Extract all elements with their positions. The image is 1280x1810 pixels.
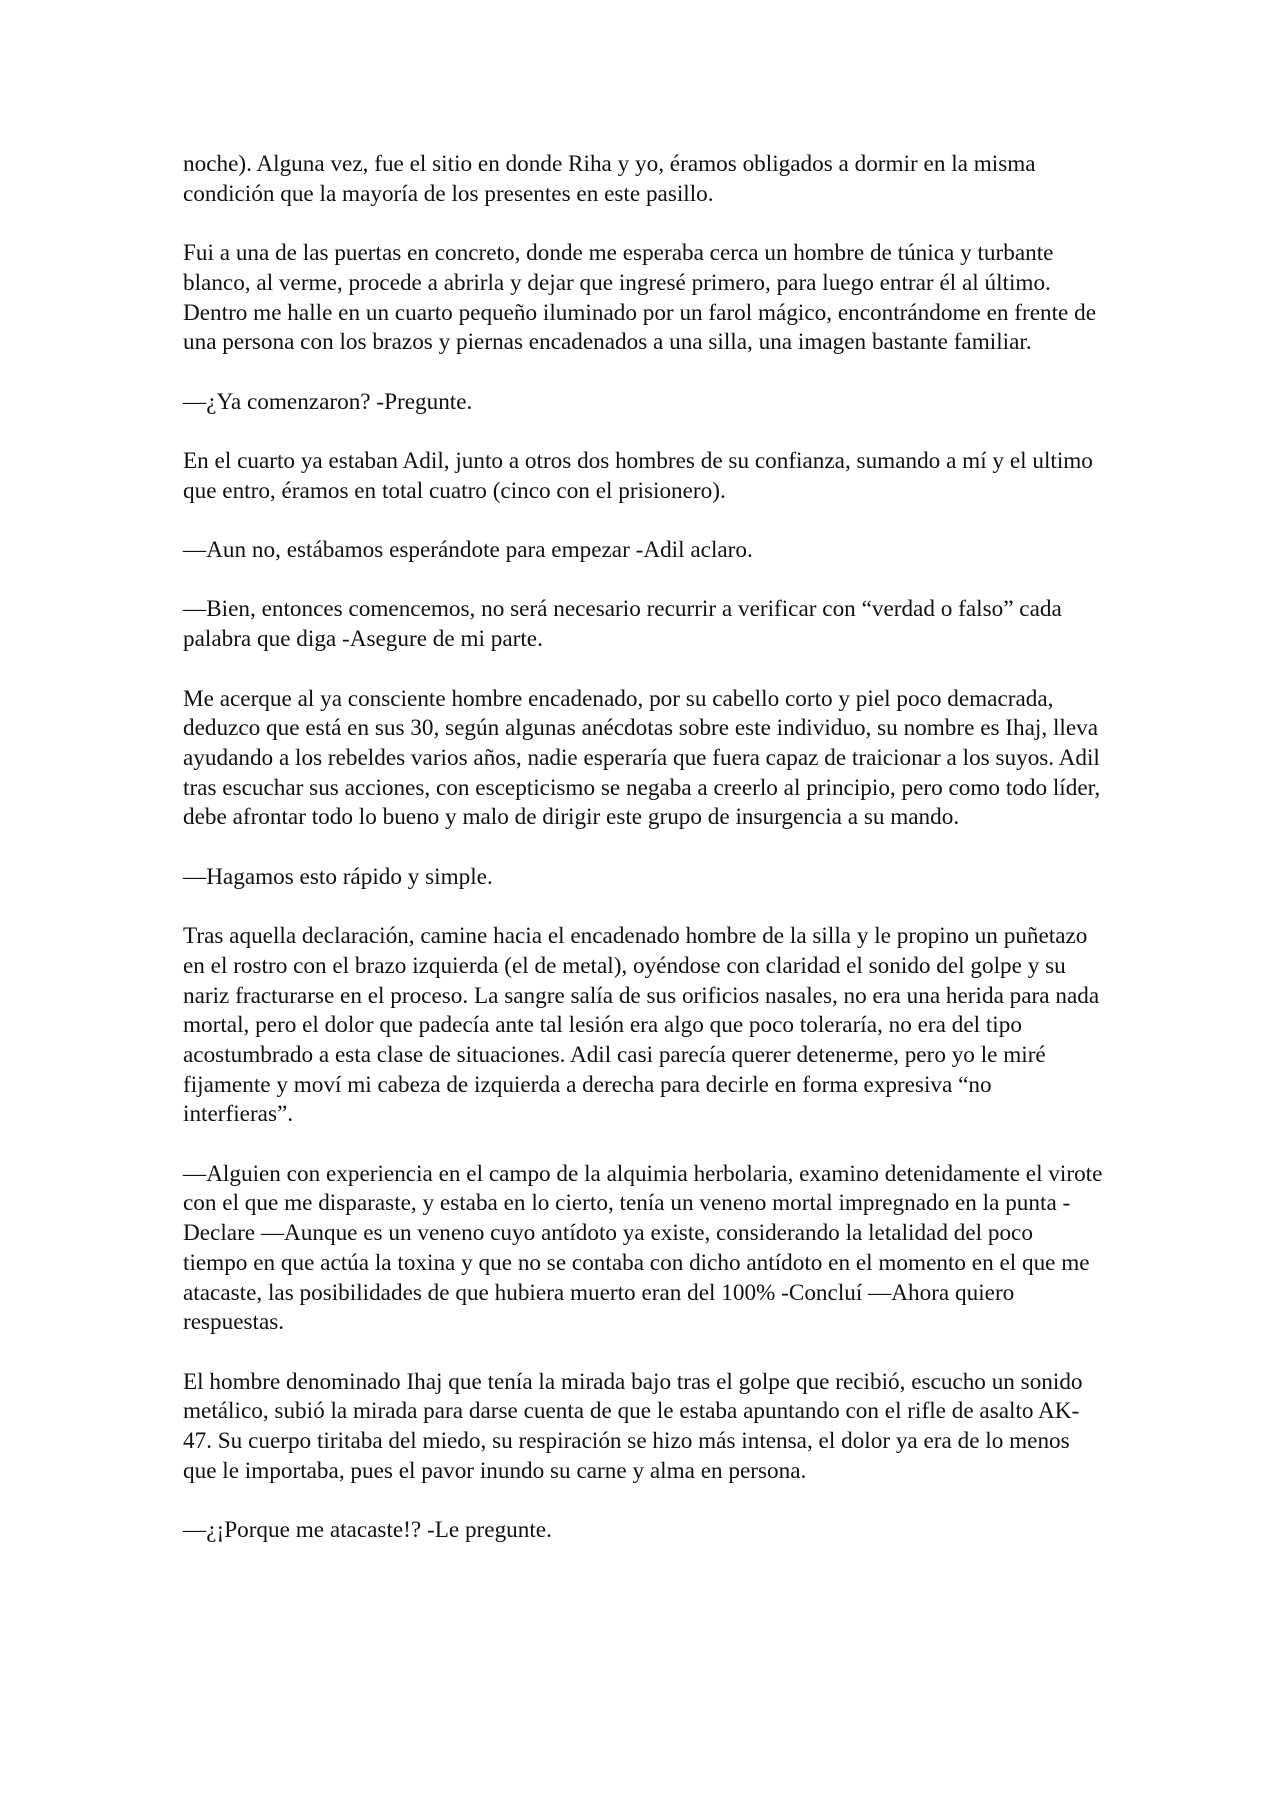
dialogue-line: —Bien, entonces comencemos, no será necesario recurrir a verificar con “verdad o falso” cada palabra que diga -Asegure de mi parte. <box>183 596 1062 653</box>
dialogue-line: —Aun no, estábamos esperándote para empezar -Adil aclaro. <box>183 537 753 564</box>
paragraph: noche). Alguna vez, fue el sitio en donde Riha y yo, éramos obligados a dormir en la misma condición que la mayoría de los presentes en este pasillo. <box>183 151 1036 207</box>
dialogue-line: —Alguien con experiencia en el campo de la alquimia herbolaria, examino detenidamente el virote con el que me disparaste, y estaba en lo cierto, tenía un veneno mortal impregnado en la punta -Declare —Aunque es un veneno cuyo antídoto ya existe, considerando la letalidad del poco tiempo en que actúa la toxina y que no se contaba con dicho antídoto en el momento en el que me atacaste, las posibilidades de que hubiera muerto eran del 100% -Concluí —Ahora quiero respuestas. <box>183 1160 1103 1336</box>
document-body <box>183 150 1103 1546</box>
paragraph: Me acerque al ya consciente hombre encadenado, por su cabello corto y piel poco demacrada, deduzco que está en sus 30, según algunas anécdotas sobre este individuo, su nombre es Ihaj, lleva ayudando a los rebeldes varios años, nadie esperaría que fuera capaz de traicionar a los suyos. Adil tras escuchar sus acciones, con escepticismo se negaba a creerlo al principio, pero como todo líder, debe afrontar todo lo bueno y malo de dirigir este grupo de insurgencia a su mando. <box>183 685 1101 831</box>
paragraph: Tras aquella declaración, camine hacia el encadenado hombre de la silla y le propino un puñetazo en el rostro con el brazo izquierda (el de metal), oyéndose con claridad el sonido del golpe y su nariz fracturarse en el proceso. La sangre salía de sus orificios nasales, no era una herida para nada mortal, pero el dolor que padecía ante tal lesión era algo que poco toleraría, no era del tipo acostumbrado a esta clase de situaciones. Adil casi parecía querer detenerme, pero yo le miré fijamente y moví mi cabeza de izquierda a derecha para decirle en forma expresiva “no interfieras”. <box>183 923 1100 1128</box>
paragraph: En el cuarto ya estaban Adil, junto a otros dos hombres de su confianza, sumando a mí y el ultimo que entro, éramos en total cuatro (cinco con el prisionero). <box>183 447 1093 504</box>
dialogue-line: —¿¡Porque me atacaste!? -Le pregunte. <box>183 1517 552 1544</box>
dialogue-line: —¿Ya comenzaron? -Pregunte. <box>183 388 473 415</box>
paragraph: Fui a una de las puertas en concreto, donde me esperaba cerca un hombre de túnica y turbante blanco, al verme, procede a abrirla y dejar que ingresé primero, para luego entrar él al último. Dentro me halle en un cuarto pequeño iluminado por un farol mágico, encontrándome en frente de una persona con los brazos y piernas encadenados a una silla, una imagen bastante familiar. <box>183 240 1096 356</box>
paragraph: El hombre denominado Ihaj que tenía la mirada bajo tras el golpe que recibió, escucho un sonido metálico, subió la mirada para darse cuenta de que le estaba apuntando con el rifle de asalto AK-47. Su cuerpo tiritaba del miedo, su respiración se hizo más intensa, el dolor ya era de lo menos que le importaba, pues el pavor inundo su carne y alma en persona. <box>183 1368 1083 1484</box>
dialogue-line: —Hagamos esto rápido y simple. <box>183 863 493 890</box>
